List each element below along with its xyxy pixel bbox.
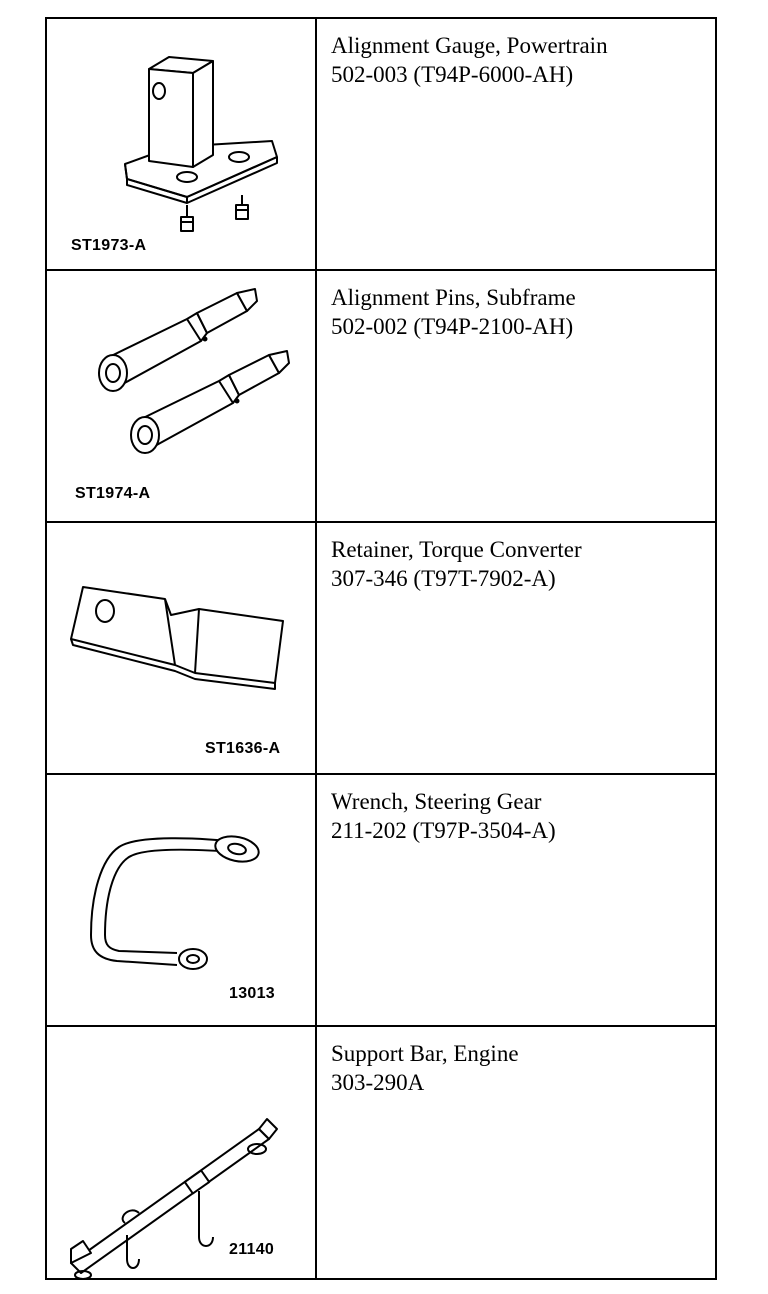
figure-id: ST1636-A	[205, 740, 281, 757]
illustration-cell	[47, 523, 317, 773]
tool-description	[331, 535, 711, 593]
tool-number: 211-202 (T97P-3504-A)	[331, 818, 556, 843]
tool-number: 502-002 (T94P-2100-AH)	[331, 314, 574, 339]
tool-name: Alignment Pins, Subframe	[331, 285, 576, 310]
tool-description	[331, 787, 711, 845]
figure-id: 13013	[229, 985, 275, 1002]
tool-row	[47, 775, 715, 1027]
tool-name: Retainer, Torque Converter	[331, 537, 582, 562]
torque-converter-retainer-icon	[47, 523, 315, 773]
figure-id: 21140	[229, 1241, 275, 1258]
tool-row	[47, 19, 715, 271]
tool-description	[331, 283, 711, 341]
special-tools-table	[45, 17, 717, 1280]
tool-row	[47, 271, 715, 523]
tool-number: 307-346 (T97T-7902-A)	[331, 566, 556, 591]
tool-description	[331, 1039, 711, 1097]
tool-number: 303-290A	[331, 1070, 425, 1095]
tool-name: Alignment Gauge, Powertrain	[331, 33, 608, 58]
figure-id: ST1974-A	[75, 485, 151, 502]
illustration-cell	[47, 1027, 317, 1279]
illustration-cell	[47, 19, 317, 269]
engine-support-bar-icon	[47, 1027, 315, 1278]
tool-name: Support Bar, Engine	[331, 1041, 519, 1066]
tool-row	[47, 1027, 715, 1279]
tool-row	[47, 523, 715, 775]
tool-description	[331, 31, 711, 89]
figure-id: ST1973-A	[71, 237, 147, 254]
illustration-cell	[47, 775, 317, 1025]
alignment-gauge-icon	[47, 19, 315, 269]
alignment-pins-icon	[47, 271, 315, 521]
tool-number: 502-003 (T94P-6000-AH)	[331, 62, 574, 87]
illustration-cell	[47, 271, 317, 521]
tool-name: Wrench, Steering Gear	[331, 789, 542, 814]
